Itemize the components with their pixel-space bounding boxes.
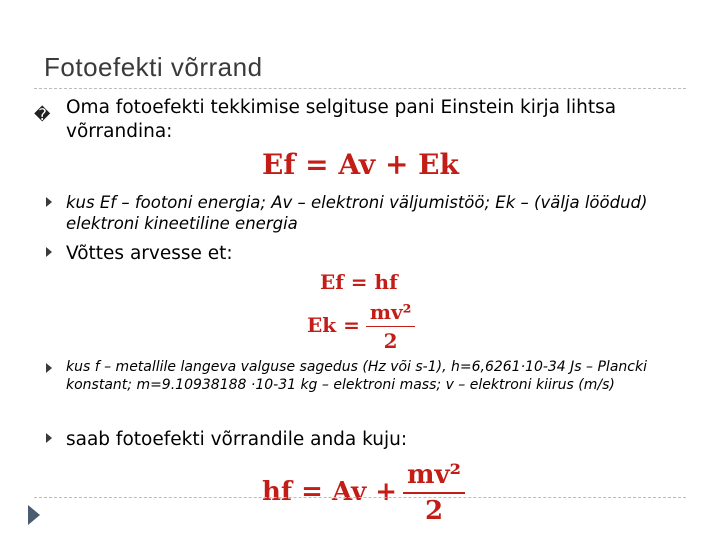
- bullet-arrow-icon: [46, 363, 52, 373]
- equation-photon-energy: Ef = hf: [320, 270, 398, 294]
- fraction-denominator: 2: [366, 326, 416, 353]
- fraction-numerator: mv²: [407, 460, 462, 490]
- bullet-text: kus f – metallile langeva valguse sagedus (Hz või s-1), h=6,6261·10-34 Js – Plancki konstant; m=9.10938188 ·10-31 kg – elektroni mass; v – elektroni kiirus (m/s): [66, 359, 647, 393]
- bottom-dashed-divider: [34, 497, 686, 498]
- equation-main: Ef = Av + Ek: [262, 148, 459, 181]
- equation-kinetic-energy: [307, 300, 415, 353]
- bullet-text: Oma fotoefekti tekkimise selgituse pani Einstein kirja lihtsa võrrandina:: [66, 97, 617, 142]
- next-slide-arrow-icon[interactable]: [28, 505, 40, 525]
- bullet-arrow-icon: [46, 247, 52, 257]
- equation-final: [262, 460, 465, 526]
- equation-left: Ek =: [307, 313, 360, 337]
- fraction: [366, 300, 416, 353]
- bullet-arrow-icon: [46, 197, 52, 207]
- fraction-numerator: mv²: [369, 300, 412, 324]
- equation-left: hf = Av +: [262, 477, 398, 507]
- fraction: [403, 460, 465, 526]
- broken-glyph-icon: �: [34, 105, 51, 124]
- bullet-text: saab fotoefekti võrrandile anda kuju:: [66, 429, 408, 450]
- top-dashed-divider: [34, 88, 686, 89]
- fraction-denominator: 2: [403, 492, 465, 526]
- slide-title: Fotoefekti võrrand: [44, 52, 263, 82]
- bullet-text: kus Ef – footoni energia; Av – elektroni väljumistöö; Ek – (välja löödud) elektroni kineetiline energia: [66, 193, 648, 233]
- bullet-arrow-icon: [46, 433, 52, 443]
- bullet-text: Võttes arvesse et:: [66, 243, 233, 264]
